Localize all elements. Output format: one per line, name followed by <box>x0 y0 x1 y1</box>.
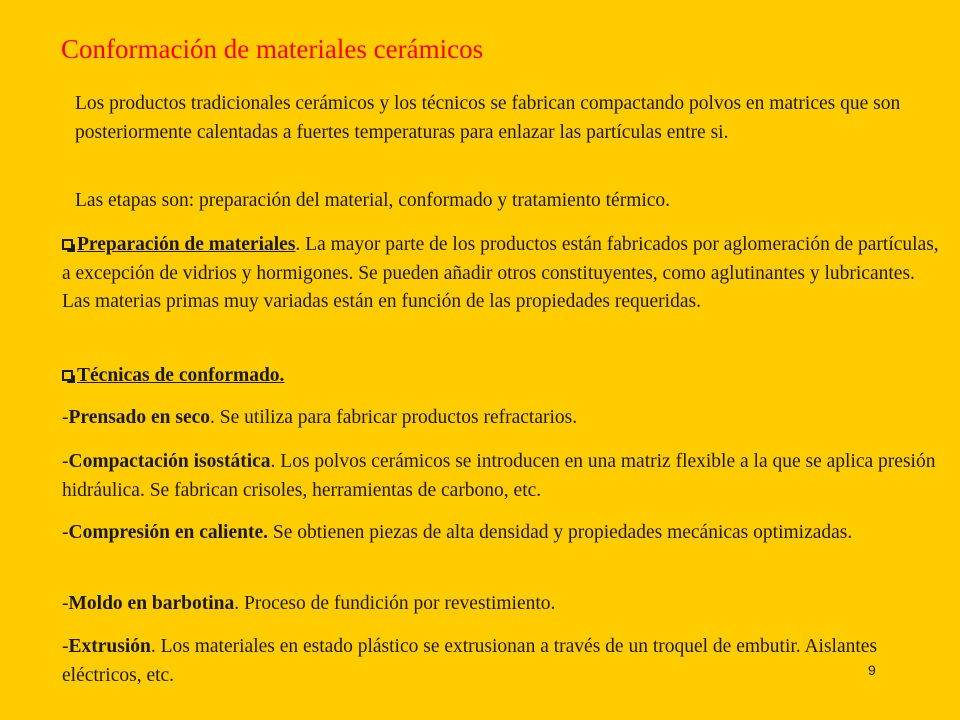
section-heading: Preparación de materiales <box>77 234 296 255</box>
slide-title: Conformación de materiales cerámicos <box>61 34 484 64</box>
item-text: . Proceso de fundición por revestimiento. <box>234 593 556 614</box>
list-item <box>62 519 942 548</box>
list-item <box>62 448 942 505</box>
item-term: Compresión en caliente. <box>68 522 268 543</box>
item-dash: - <box>62 593 69 614</box>
list-item <box>62 590 942 619</box>
item-text: . Los polvos cerámicos se introducen en una matriz flexible a la que se aplica presión hidráulica. Se fabrican crisoles, herramientas de carbono, etc. <box>62 451 936 501</box>
intro-paragraph: Los productos tradicionales cerámicos y los técnicos se fabrican compactando polvos en matrices que son posteriormente calentadas a fuertes temperaturas para enlazar las partículas entre si. <box>75 93 901 143</box>
item-text: . Los materiales en estado plástico se extrusionan a través de un troquel de embutir. Aislantes eléctricos, etc. <box>62 636 878 686</box>
item-dash: - <box>62 636 69 657</box>
section-preparacion <box>62 231 942 317</box>
list-item <box>62 404 942 433</box>
item-dash: - <box>62 407 69 428</box>
page-number: 9 <box>868 662 876 678</box>
item-text: Se obtienen piezas de alta densidad y propiedades mecánicas optimizadas. <box>268 522 853 543</box>
item-dash: - <box>62 451 69 472</box>
item-term: Compactación isostática <box>68 451 271 472</box>
checkbox-bullet-icon <box>62 239 73 250</box>
item-text: . Se utiliza para fabricar productos refractarios. <box>210 407 578 428</box>
checkbox-bullet-icon <box>62 370 73 381</box>
item-term: Prensado en seco <box>68 407 211 428</box>
section-tecnicas <box>62 362 942 391</box>
item-term: Moldo en barbotina <box>68 593 235 614</box>
list-item <box>62 633 942 690</box>
section-heading: Técnicas de conformado. <box>77 365 285 386</box>
intro-stages: Las etapas son: preparación del material, conformado y tratamiento térmico. <box>75 190 671 211</box>
section-text: . La mayor parte de los productos están fabricados por aglomeración de partículas, a excepción de vidrios y hormigones. Se pueden añadir otros constituyentes, como aglutinantes y lubricantes. Las materias primas muy variadas están en función de las propiedades requeridas. <box>62 234 939 312</box>
item-term: Extrusión <box>68 636 151 657</box>
item-dash: - <box>62 522 69 543</box>
